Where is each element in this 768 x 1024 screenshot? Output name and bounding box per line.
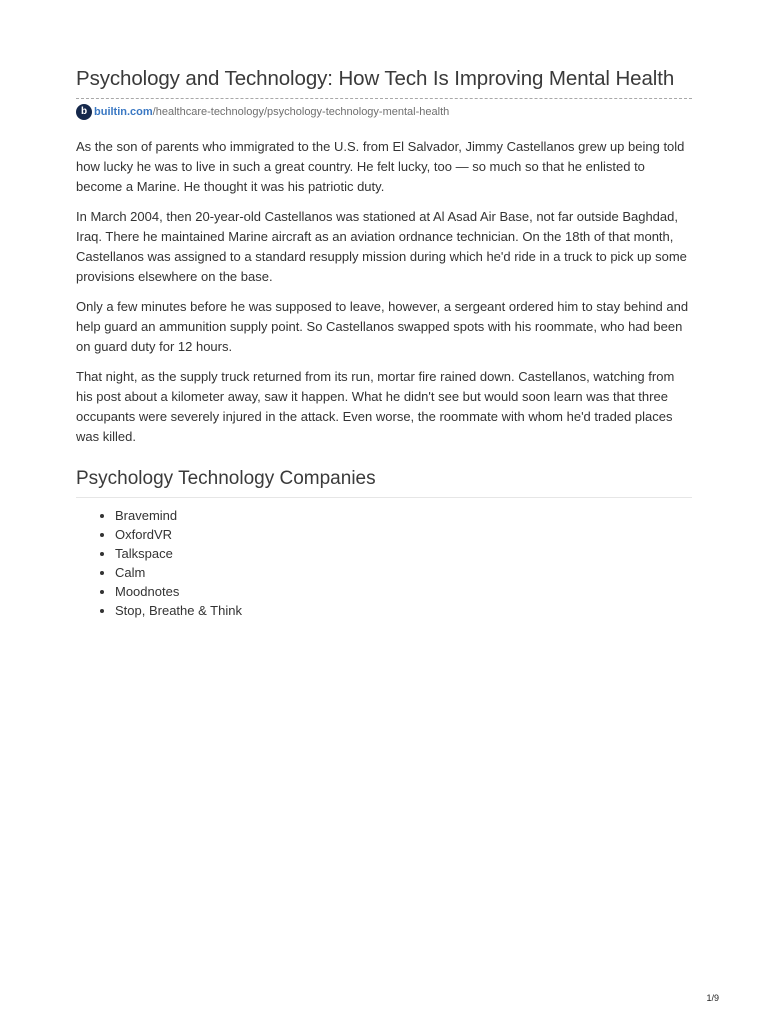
list-item: • Stop, Breathe & Think xyxy=(115,601,692,620)
list-item: • Talkspace xyxy=(115,544,692,563)
list-item: • OxfordVR xyxy=(115,525,692,544)
document-page xyxy=(76,66,692,620)
company-list xyxy=(76,506,692,620)
article-body xyxy=(76,137,692,447)
list-item: • Calm xyxy=(115,563,692,582)
paragraph: Only a few minutes before he was supposed to leave, however, a sergeant ordered him to stay behind and help guard an ammunition supply point. So Castellanos swapped spots with his roommate, who had been on guard duty for 12 hours. xyxy=(76,299,689,354)
section-heading: Psychology Technology Companies xyxy=(76,467,692,498)
paragraph: That night, as the supply truck returned from its run, mortar fire rained down. Castellanos, watching from his post about a kilometer away, saw it happen. What he didn't see but would soon learn was that three occupants were severely injured in the attack. Even worse, the roommate with whom he'd traded places was killed. xyxy=(76,369,675,444)
page-title: Psychology and Technology: How Tech Is Improving Mental Health xyxy=(76,67,675,90)
source-url[interactable] xyxy=(76,103,692,121)
paragraph: In March 2004, then 20-year-old Castellanos was stationed at Al Asad Air Base, not far outside Baghdad, Iraq. There he maintained Marine aircraft as an aviation ordnance technician. On the 18th of that month, Castellanos was assigned to a standard resupply mission during which he'd ride in a truck to pick up some provisions elsewhere on the base. xyxy=(76,209,687,284)
paragraph: As the son of parents who immigrated to the U.S. from El Salvador, Jimmy Castellanos grew up being told how lucky he was to live in such a great country. He felt lucky, too — so much so that he enlisted to become a Marine. He thought it was his patriotic duty. xyxy=(76,139,685,194)
list-item: • Bravemind xyxy=(115,506,692,525)
source-path[interactable]: /healthcare-technology/psychology-technology-mental-health xyxy=(152,106,450,118)
dashed-divider xyxy=(76,98,692,99)
source-domain[interactable]: builtin.com xyxy=(94,106,153,118)
builtin-logo-icon: b xyxy=(76,104,92,120)
page-number: 1/9 xyxy=(706,993,719,1003)
list-item: • Moodnotes xyxy=(115,582,692,601)
